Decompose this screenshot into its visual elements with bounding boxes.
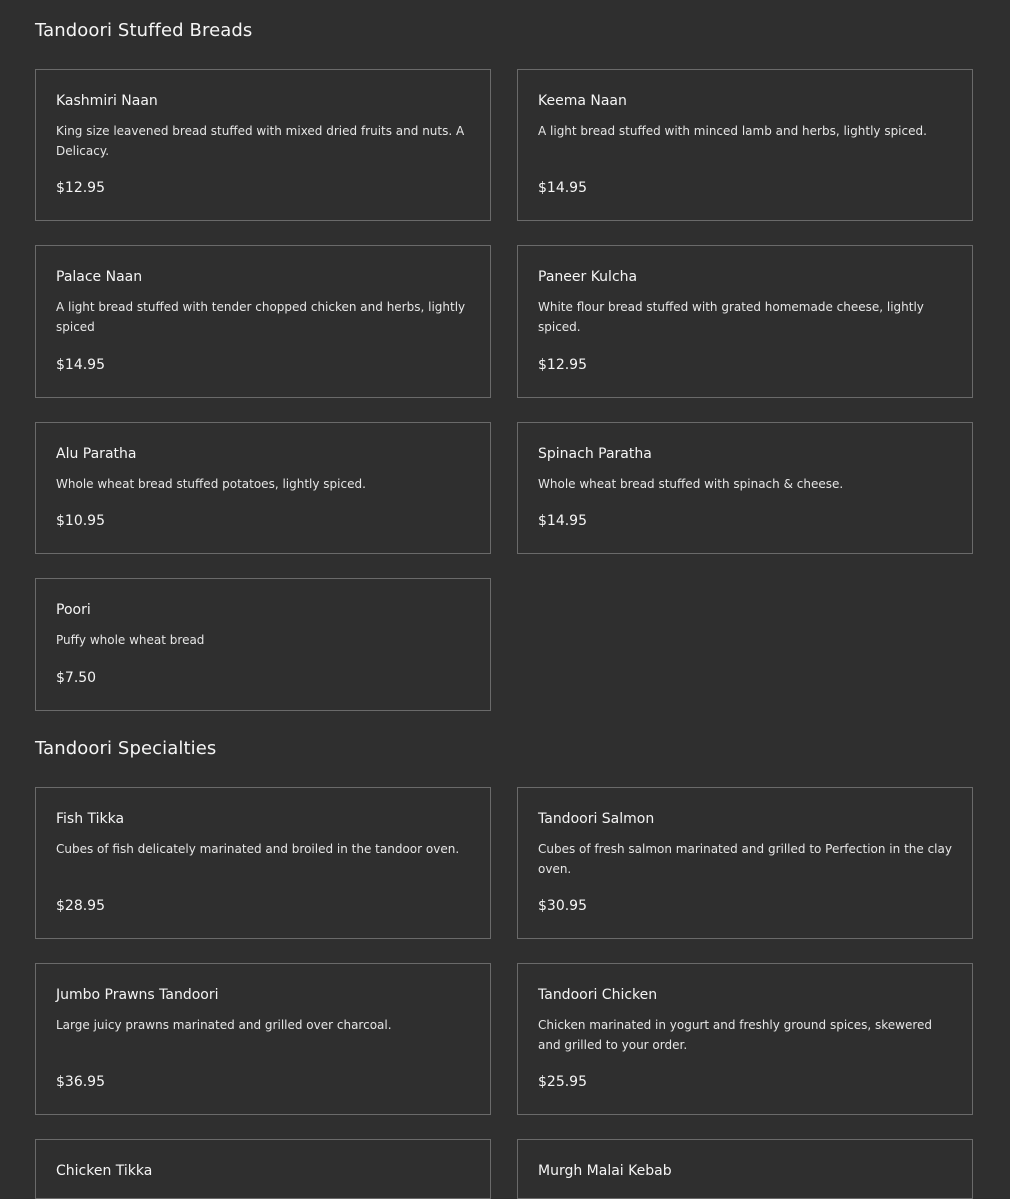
menu-item-description: White flour bread stuffed with grated homemade cheese, lightly spiced. xyxy=(538,300,924,334)
menu-item-card[interactable] xyxy=(35,1139,491,1199)
section-title-specialties: Tandoori Specialties xyxy=(35,738,217,759)
menu-item-description: Chicken marinated in yogurt and freshly ground spices, skewered and grilled to your order. xyxy=(538,1018,933,1052)
menu-item-price: $12.95 xyxy=(56,180,105,196)
menu-item-name: Jumbo Prawns Tandoori xyxy=(56,987,219,1003)
menu-item-price: $7.50 xyxy=(56,670,97,686)
menu-item-description: Cubes of fresh salmon marinated and grilled to Perfection in the clay oven. xyxy=(538,842,952,876)
menu-item-name: Poori xyxy=(56,602,91,618)
menu-item-price: $14.95 xyxy=(538,180,587,196)
menu-item-card[interactable] xyxy=(35,69,491,221)
section-title-stuffed-breads: Tandoori Stuffed Breads xyxy=(35,20,253,41)
menu-item-price: $36.95 xyxy=(56,1074,105,1090)
menu-item-name: Murgh Malai Kebab xyxy=(538,1163,672,1179)
menu-item-name: Kashmiri Naan xyxy=(56,93,158,109)
menu-item-description: King size leavened bread stuffed with mixed dried fruits and nuts. A Delicacy. xyxy=(56,124,465,158)
menu-item-name: Paneer Kulcha xyxy=(538,269,638,285)
menu-item-name: Keema Naan xyxy=(538,93,627,109)
menu-item-card[interactable] xyxy=(517,422,973,554)
menu-item-description: Whole wheat bread stuffed with spinach & cheese. xyxy=(538,477,844,491)
menu-item-description: A light bread stuffed with tender chopped chicken and herbs, lightly spiced xyxy=(56,300,466,334)
menu-item-name: Spinach Paratha xyxy=(538,446,652,462)
menu-item-card[interactable] xyxy=(517,787,973,939)
menu-item-description: A light bread stuffed with minced lamb and herbs, lightly spiced. xyxy=(538,124,927,138)
menu-item-price: $28.95 xyxy=(56,898,105,914)
menu-item-price: $25.95 xyxy=(538,1074,587,1090)
menu-item-card[interactable] xyxy=(35,963,491,1115)
menu-item-name: Palace Naan xyxy=(56,269,143,285)
menu-item-price: $14.95 xyxy=(56,357,105,373)
menu-item-price: $14.95 xyxy=(538,513,587,529)
menu-item-card[interactable] xyxy=(35,245,491,398)
menu-item-card[interactable] xyxy=(35,422,491,554)
menu-item-description: Large juicy prawns marinated and grilled over charcoal. xyxy=(56,1018,392,1032)
menu-item-description: Whole wheat bread stuffed potatoes, lightly spiced. xyxy=(56,477,366,491)
menu-item-card[interactable] xyxy=(517,963,973,1115)
menu-item-description: Puffy whole wheat bread xyxy=(56,633,205,647)
menu-item-card[interactable] xyxy=(35,787,491,939)
menu-item-price: $10.95 xyxy=(56,513,105,529)
menu-item-card[interactable] xyxy=(517,1139,973,1199)
menu-item-name: Chicken Tikka xyxy=(56,1163,153,1179)
menu-item-card[interactable] xyxy=(35,578,491,711)
menu-item-price: $30.95 xyxy=(538,898,587,914)
menu-item-name: Fish Tikka xyxy=(56,811,125,827)
menu-item-card[interactable] xyxy=(517,245,973,398)
menu-item-name: Alu Paratha xyxy=(56,446,137,462)
menu-item-card[interactable] xyxy=(517,69,973,221)
menu-item-description: Cubes of fish delicately marinated and broiled in the tandoor oven. xyxy=(56,842,460,856)
menu-item-name: Tandoori Chicken xyxy=(538,987,658,1003)
menu-item-price: $12.95 xyxy=(538,357,587,373)
menu-item-name: Tandoori Salmon xyxy=(538,811,655,827)
